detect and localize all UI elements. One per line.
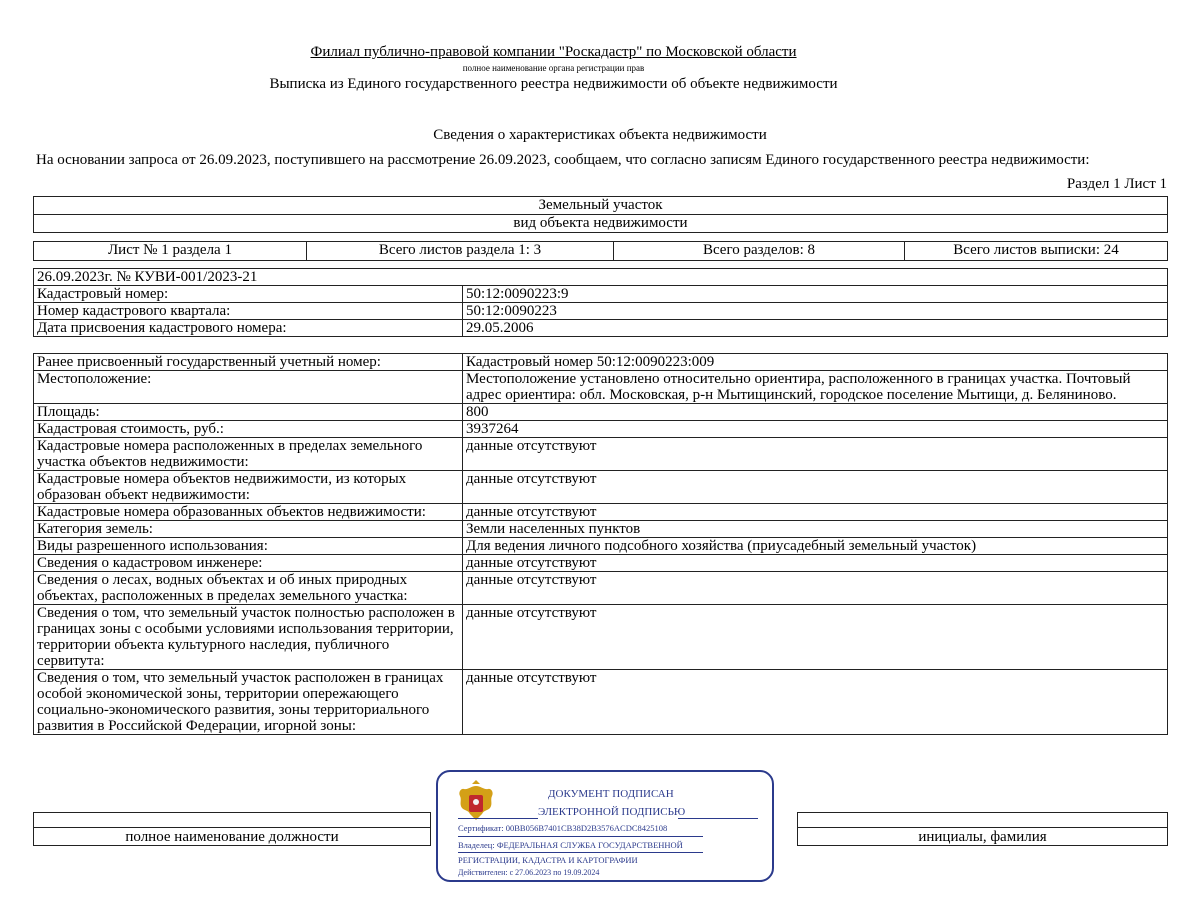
table-row — [34, 354, 1168, 371]
organization-caption: полное наименование органа регистрации прав — [462, 63, 645, 73]
object-type-table — [33, 196, 1168, 233]
position-caption: полное наименование должности — [34, 828, 431, 846]
name-caption: инициалы, фамилия — [798, 828, 1168, 846]
stamp-owner-line2: РЕГИСТРАЦИИ, КАДАСТРА И КАРТОГРАФИИ — [458, 855, 638, 865]
document-title: Выписка из Единого государственного реестра недвижимости об объекте недвижимости — [269, 76, 838, 92]
total-sheets: Всего листов выписки: 24 — [905, 242, 1168, 261]
table-row — [34, 521, 1168, 538]
table-row — [34, 605, 1168, 670]
row-label: Дата присвоения кадастрового номера: — [34, 320, 463, 337]
row-value: данные отсутствуют — [463, 504, 1168, 521]
row-label: Ранее присвоенный государственный учетный номер: — [34, 354, 463, 371]
row-label: Номер кадастрового квартала: — [34, 303, 463, 320]
total-sheets-section: Всего листов раздела 1: 3 — [307, 242, 614, 261]
row-value: 3937264 — [463, 421, 1168, 438]
table-row — [34, 320, 1168, 337]
row-label: Кадастровая стоимость, руб.: — [34, 421, 463, 438]
table-row — [34, 438, 1168, 471]
object-type-caption: вид объекта недвижимости — [34, 215, 1168, 233]
object-type: Земельный участок — [34, 197, 1168, 215]
basic-info-table — [33, 268, 1168, 337]
stamp-line1: ДОКУМЕНТ ПОДПИСАН — [548, 788, 674, 800]
intro-text: На основании запроса от 26.09.2023, поступившего на рассмотрение 26.09.2023, сообщаем, что согласно записям Единого государственного реестра недвижимости: — [36, 152, 1090, 168]
table-row — [34, 504, 1168, 521]
details-table — [33, 353, 1168, 735]
table-row — [34, 538, 1168, 555]
electronic-signature-stamp — [436, 770, 774, 882]
row-label: Сведения о том, что земельный участок полностью расположен в границах зоны с особыми условиями использования территории, территории объекта культурного наследия, публичного сервитута: — [34, 605, 463, 670]
reference-number: 26.09.2023г. № КУВИ-001/2023-21 — [34, 269, 1168, 286]
row-label: Кадастровые номера образованных объектов недвижимости: — [34, 504, 463, 521]
row-value: 29.05.2006 — [463, 320, 1168, 337]
row-label: Кадастровые номера объектов недвижимости, из которых образован объект недвижимости: — [34, 471, 463, 504]
row-value: 50:12:0090223:9 — [463, 286, 1168, 303]
stamp-validity: Действителен: с 27.06.2023 по 19.09.2024 — [458, 868, 600, 877]
table-row — [34, 421, 1168, 438]
table-row — [34, 471, 1168, 504]
total-sections: Всего разделов: 8 — [614, 242, 905, 261]
table-row — [34, 404, 1168, 421]
row-value: данные отсутствуют — [463, 670, 1168, 735]
organization-name: Филиал публично-правовой компании "Роскадастр" по Московской области — [310, 44, 797, 60]
row-label: Сведения о кадастровом инженере: — [34, 555, 463, 572]
row-value: Для ведения личного подсобного хозяйства (приусадебный земельный участок) — [463, 538, 1168, 555]
row-value: данные отсутствуют — [463, 605, 1168, 670]
row-value: Кадастровый номер 50:12:0090223:009 — [463, 354, 1168, 371]
row-label: Виды разрешенного использования: — [34, 538, 463, 555]
table-row — [34, 371, 1168, 404]
table-row — [34, 555, 1168, 572]
table-row — [34, 572, 1168, 605]
section-title: Сведения о характеристиках объекта недвижимости — [433, 127, 767, 143]
row-label: Сведения о лесах, водных объектах и об иных природных объектах, расположенных в пределах земельного участка: — [34, 572, 463, 605]
table-row — [34, 670, 1168, 735]
row-value: данные отсутствуют — [463, 572, 1168, 605]
row-label: Кадастровый номер: — [34, 286, 463, 303]
sheet-number: Лист № 1 раздела 1 — [34, 242, 307, 261]
table-row — [34, 303, 1168, 320]
row-value: Земли населенных пунктов — [463, 521, 1168, 538]
row-label: Площадь: — [34, 404, 463, 421]
row-label: Кадастровые номера расположенных в пределах земельного участка объектов недвижимости: — [34, 438, 463, 471]
row-value: Местоположение установлено относительно ориентира, расположенного в границах участка. Почтовый адрес ориентира: обл. Московская, р-н Мытищинский, городское поселение Мытищи, д. Беляниново. — [463, 371, 1168, 404]
sheet-info-table — [33, 241, 1168, 261]
stamp-owner-line1: Владелец: ФЕДЕРАЛЬНАЯ СЛУЖБА ГОСУДАРСТВЕННОЙ — [458, 840, 683, 850]
table-row — [34, 286, 1168, 303]
row-label: Категория земель: — [34, 521, 463, 538]
row-value: данные отсутствуют — [463, 471, 1168, 504]
row-value: данные отсутствуют — [463, 555, 1168, 572]
row-value: 800 — [463, 404, 1168, 421]
row-label: Сведения о том, что земельный участок расположен в границах особой экономической зоны, территории опережающего социально-экономического развития, зоны территориального развития в Российской Федерации, игорной зоны: — [34, 670, 463, 735]
part-label: Раздел 1 Лист 1 — [1066, 176, 1167, 192]
row-value: 50:12:0090223 — [463, 303, 1168, 320]
stamp-certificate: Сертификат: 00BB056B7401CB38D2B3576ACDC8425108 — [458, 823, 668, 833]
stamp-line2: ЭЛЕКТРОННОЙ ПОДПИСЬЮ — [538, 806, 686, 818]
row-label: Местоположение: — [34, 371, 463, 404]
row-value: данные отсутствуют — [463, 438, 1168, 471]
